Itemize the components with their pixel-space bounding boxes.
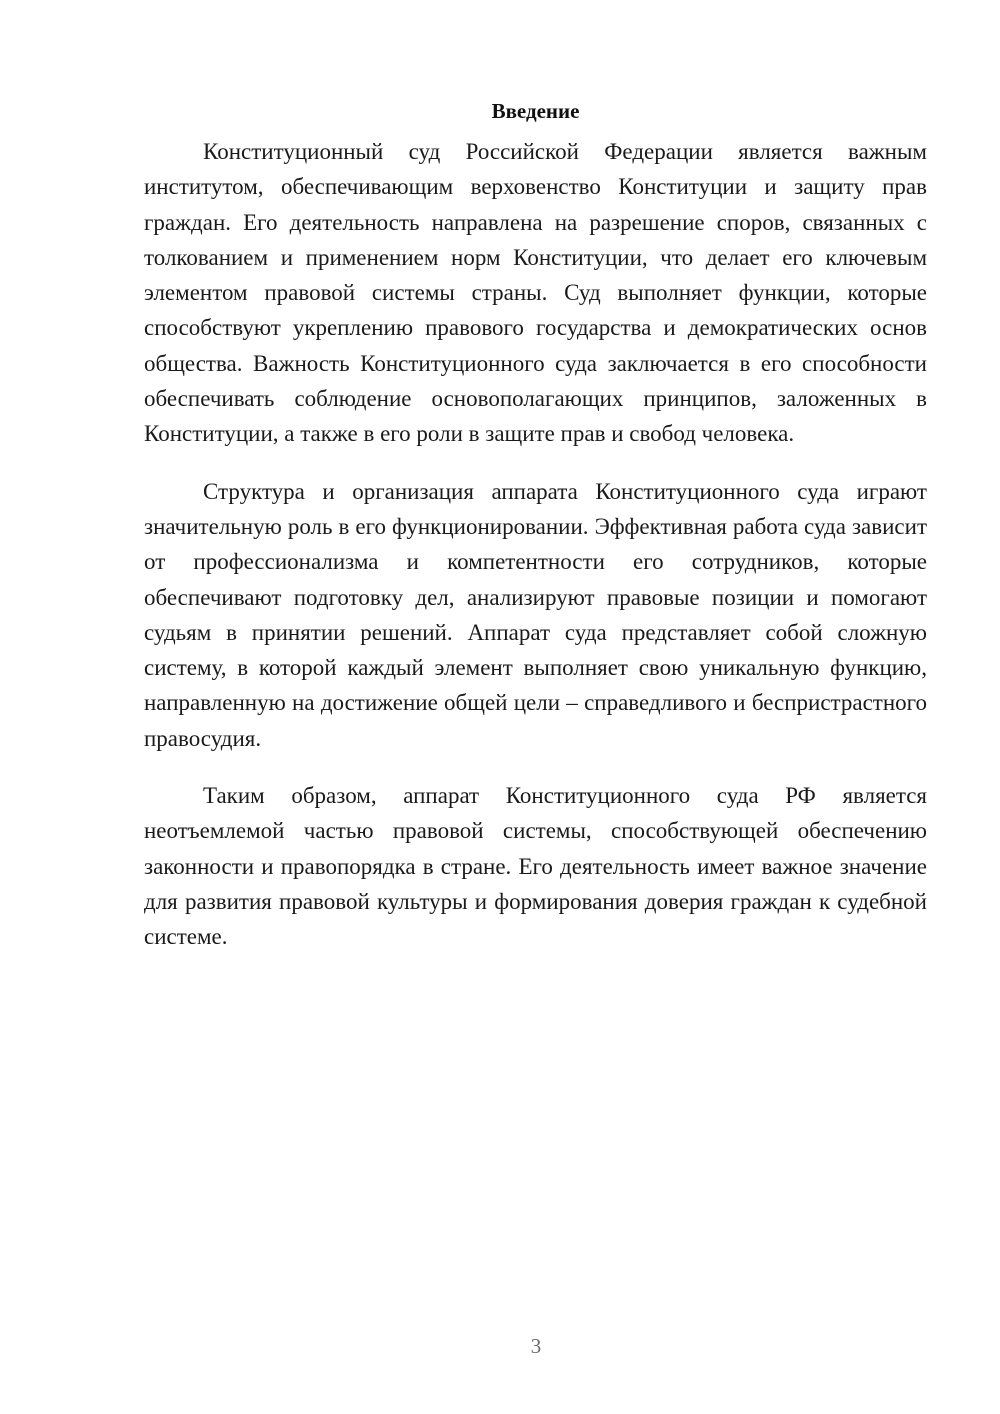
- paragraph-3: Таким образом, аппарат Конституционного суда РФ является неотъемлемой частью правовой системы, способствующей обеспечению законности и правопорядка в стране. Его деятельность имеет важное значение для развития правовой культуры и формирования доверия граждан к судебной системе.: [144, 783, 927, 950]
- paragraph-1: Конституционный суд Российской Федерации является важным институтом, обеспечивающим верховенство Конституции и защиту прав граждан. Его деятельность направлена на разрешение споров, связанных с толкованием и применением норм Конституции, что делает его ключевым элементом правовой системы страны. Суд выполняет функции, которые способствуют укреплению правового государства и демократических основ общества. Важность Конституционного суда заключается в его способности обеспечивать соблюдение основополагающих принципов, заложенных в Конституции, а также в его роли в защите прав и свобод человека.: [144, 139, 927, 447]
- page-content: [144, 92, 927, 955]
- section-heading: Введение: [491, 99, 580, 123]
- paragraph-2: Структура и организация аппарата Конституционного суда играют значительную роль в его функционировании. Эффективная работа суда зависит от профессионализма и компетентности его сотрудников, которые обеспечивают подготовку дел, анализируют правовые позиции и помогают судьям в принятии решений. Аппарат суда представляет собой сложную систему, в которой каждый элемент выполняет свою уникальную функцию, направленную на достижение общей цели – справедливого и беспристрастного правосудия.: [144, 478, 927, 751]
- page-number: 3: [530, 1334, 542, 1358]
